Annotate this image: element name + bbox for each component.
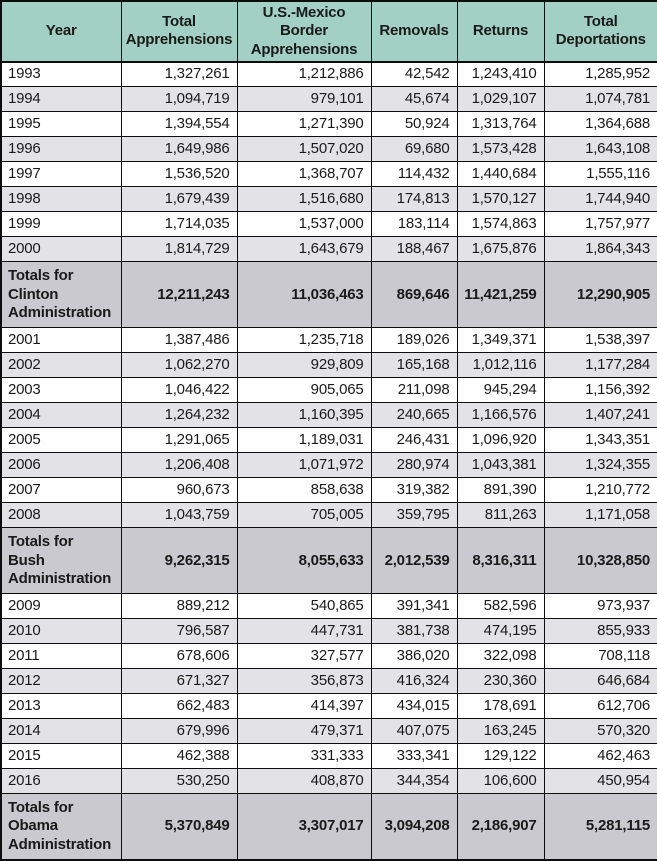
value-cell: 1,210,772 (544, 478, 657, 503)
year-cell-2015: 2015 (1, 744, 121, 769)
value-cell: 50,924 (371, 112, 457, 137)
value-cell: 1,643,108 (544, 137, 657, 162)
value-cell: 1,349,371 (457, 328, 544, 353)
value-cell: 646,684 (544, 669, 657, 694)
value-cell: 1,387,486 (121, 328, 237, 353)
year-row-2011 (1, 644, 657, 669)
value-cell: 945,294 (457, 378, 544, 403)
header-row (1, 1, 657, 62)
value-cell: 891,390 (457, 478, 544, 503)
value-cell: 1,570,127 (457, 187, 544, 212)
year-row-2015 (1, 744, 657, 769)
value-cell: 1,160,395 (237, 403, 371, 428)
value-cell: 106,600 (457, 769, 544, 794)
value-cell: 344,354 (371, 769, 457, 794)
totals-row-obama (1, 794, 657, 860)
value-cell: 1,264,232 (121, 403, 237, 428)
totals-label-obama: Totals for Obama Administration (1, 794, 121, 860)
value-cell: 1,206,408 (121, 453, 237, 478)
year-cell-2014: 2014 (1, 719, 121, 744)
value-cell: 386,020 (371, 644, 457, 669)
table-head (1, 1, 657, 62)
year-row-2014 (1, 719, 657, 744)
value-cell: 1,394,554 (121, 112, 237, 137)
value-cell: 858,638 (237, 478, 371, 503)
value-cell: 1,440,684 (457, 162, 544, 187)
value-cell: 183,114 (371, 212, 457, 237)
value-cell: 479,371 (237, 719, 371, 744)
value-cell: 979,101 (237, 87, 371, 112)
year-cell-2013: 2013 (1, 694, 121, 719)
value-cell: 1,029,107 (457, 87, 544, 112)
value-cell: 1,177,284 (544, 353, 657, 378)
value-cell: 69,680 (371, 137, 457, 162)
totals-value-cell: 11,421,259 (457, 262, 544, 328)
year-row-2001 (1, 328, 657, 353)
totals-value-cell: 5,281,115 (544, 794, 657, 860)
value-cell: 1,243,410 (457, 62, 544, 87)
value-cell: 1,679,439 (121, 187, 237, 212)
value-cell: 1,327,261 (121, 62, 237, 87)
value-cell: 230,360 (457, 669, 544, 694)
year-row-1999 (1, 212, 657, 237)
value-cell: 45,674 (371, 87, 457, 112)
year-cell-2011: 2011 (1, 644, 121, 669)
year-cell-2008: 2008 (1, 503, 121, 528)
value-cell: 1,212,886 (237, 62, 371, 87)
value-cell: 1,555,116 (544, 162, 657, 187)
value-cell: 1,757,977 (544, 212, 657, 237)
column-header-u-s-mexico-border-apprehensions: U.S.-Mexico Border Apprehensions (237, 1, 371, 62)
totals-value-cell: 2,012,539 (371, 528, 457, 594)
year-cell-1997: 1997 (1, 162, 121, 187)
totals-value-cell: 2,186,907 (457, 794, 544, 860)
year-cell-2003: 2003 (1, 378, 121, 403)
value-cell: 1,046,422 (121, 378, 237, 403)
year-row-2006 (1, 453, 657, 478)
value-cell: 1,235,718 (237, 328, 371, 353)
value-cell: 333,341 (371, 744, 457, 769)
totals-value-cell: 8,316,311 (457, 528, 544, 594)
column-header-removals: Removals (371, 1, 457, 62)
year-cell-2004: 2004 (1, 403, 121, 428)
value-cell: 1,507,020 (237, 137, 371, 162)
value-cell: 1,864,343 (544, 237, 657, 262)
value-cell: 462,388 (121, 744, 237, 769)
value-cell: 1,062,270 (121, 353, 237, 378)
value-cell: 381,738 (371, 619, 457, 644)
year-row-1997 (1, 162, 657, 187)
value-cell: 1,285,952 (544, 62, 657, 87)
value-cell: 1,744,940 (544, 187, 657, 212)
value-cell: 1,171,058 (544, 503, 657, 528)
year-row-2005 (1, 428, 657, 453)
value-cell: 240,665 (371, 403, 457, 428)
year-row-2004 (1, 403, 657, 428)
value-cell: 905,065 (237, 378, 371, 403)
year-cell-2009: 2009 (1, 594, 121, 619)
value-cell: 1,407,241 (544, 403, 657, 428)
value-cell: 530,250 (121, 769, 237, 794)
value-cell: 474,195 (457, 619, 544, 644)
year-row-1994 (1, 87, 657, 112)
year-row-2013 (1, 694, 657, 719)
totals-value-cell: 11,036,463 (237, 262, 371, 328)
year-cell-1993: 1993 (1, 62, 121, 87)
year-row-2002 (1, 353, 657, 378)
year-cell-2002: 2002 (1, 353, 121, 378)
value-cell: 331,333 (237, 744, 371, 769)
value-cell: 855,933 (544, 619, 657, 644)
totals-label-bush: Totals for Bush Administration (1, 528, 121, 594)
value-cell: 408,870 (237, 769, 371, 794)
year-cell-2016: 2016 (1, 769, 121, 794)
value-cell: 450,954 (544, 769, 657, 794)
value-cell: 114,432 (371, 162, 457, 187)
totals-row-clinton (1, 262, 657, 328)
column-header-total-apprehensions: Total Apprehensions (121, 1, 237, 62)
totals-label-clinton: Totals for Clinton Administration (1, 262, 121, 328)
value-cell: 1,313,764 (457, 112, 544, 137)
value-cell: 1,714,035 (121, 212, 237, 237)
totals-value-cell: 12,290,905 (544, 262, 657, 328)
value-cell: 1,096,920 (457, 428, 544, 453)
value-cell: 1,166,576 (457, 403, 544, 428)
value-cell: 1,364,688 (544, 112, 657, 137)
value-cell: 1,043,381 (457, 453, 544, 478)
year-row-1995 (1, 112, 657, 137)
year-cell-1994: 1994 (1, 87, 121, 112)
year-row-2016 (1, 769, 657, 794)
value-cell: 188,467 (371, 237, 457, 262)
value-cell: 447,731 (237, 619, 371, 644)
value-cell: 211,098 (371, 378, 457, 403)
table-body (1, 62, 657, 860)
value-cell: 1,649,986 (121, 137, 237, 162)
year-row-2009 (1, 594, 657, 619)
value-cell: 540,865 (237, 594, 371, 619)
year-row-2003 (1, 378, 657, 403)
year-cell-1999: 1999 (1, 212, 121, 237)
value-cell: 356,873 (237, 669, 371, 694)
value-cell: 1,074,781 (544, 87, 657, 112)
value-cell: 163,245 (457, 719, 544, 744)
value-cell: 612,706 (544, 694, 657, 719)
value-cell: 973,937 (544, 594, 657, 619)
year-row-1998 (1, 187, 657, 212)
value-cell: 462,463 (544, 744, 657, 769)
value-cell: 246,431 (371, 428, 457, 453)
value-cell: 322,098 (457, 644, 544, 669)
column-header-year: Year (1, 1, 121, 62)
value-cell: 1,814,729 (121, 237, 237, 262)
value-cell: 1,516,680 (237, 187, 371, 212)
value-cell: 1,012,116 (457, 353, 544, 378)
value-cell: 1,643,679 (237, 237, 371, 262)
value-cell: 407,075 (371, 719, 457, 744)
column-header-returns: Returns (457, 1, 544, 62)
year-row-2007 (1, 478, 657, 503)
year-row-1996 (1, 137, 657, 162)
year-cell-2001: 2001 (1, 328, 121, 353)
totals-value-cell: 12,211,243 (121, 262, 237, 328)
value-cell: 705,005 (237, 503, 371, 528)
value-cell: 327,577 (237, 644, 371, 669)
value-cell: 1,537,000 (237, 212, 371, 237)
year-row-2008 (1, 503, 657, 528)
year-cell-2000: 2000 (1, 237, 121, 262)
value-cell: 811,263 (457, 503, 544, 528)
value-cell: 1,573,428 (457, 137, 544, 162)
value-cell: 1,271,390 (237, 112, 371, 137)
value-cell: 796,587 (121, 619, 237, 644)
totals-value-cell: 5,370,849 (121, 794, 237, 860)
value-cell: 678,606 (121, 644, 237, 669)
value-cell: 1,189,031 (237, 428, 371, 453)
totals-value-cell: 3,307,017 (237, 794, 371, 860)
year-cell-1996: 1996 (1, 137, 121, 162)
value-cell: 1,043,759 (121, 503, 237, 528)
value-cell: 42,542 (371, 62, 457, 87)
value-cell: 960,673 (121, 478, 237, 503)
value-cell: 174,813 (371, 187, 457, 212)
value-cell: 319,382 (371, 478, 457, 503)
year-cell-1998: 1998 (1, 187, 121, 212)
year-row-2000 (1, 237, 657, 262)
value-cell: 129,122 (457, 744, 544, 769)
value-cell: 359,795 (371, 503, 457, 528)
value-cell: 416,324 (371, 669, 457, 694)
value-cell: 165,168 (371, 353, 457, 378)
year-row-1993 (1, 62, 657, 87)
value-cell: 1,291,065 (121, 428, 237, 453)
totals-value-cell: 8,055,633 (237, 528, 371, 594)
totals-row-bush (1, 528, 657, 594)
value-cell: 178,691 (457, 694, 544, 719)
value-cell: 662,483 (121, 694, 237, 719)
column-header-total-deportations: Total Deportations (544, 1, 657, 62)
totals-value-cell: 3,094,208 (371, 794, 457, 860)
value-cell: 280,974 (371, 453, 457, 478)
value-cell: 570,320 (544, 719, 657, 744)
year-cell-1995: 1995 (1, 112, 121, 137)
value-cell: 1,574,863 (457, 212, 544, 237)
value-cell: 1,343,351 (544, 428, 657, 453)
value-cell: 1,071,972 (237, 453, 371, 478)
value-cell: 929,809 (237, 353, 371, 378)
value-cell: 1,156,392 (544, 378, 657, 403)
value-cell: 1,094,719 (121, 87, 237, 112)
value-cell: 1,538,397 (544, 328, 657, 353)
value-cell: 708,118 (544, 644, 657, 669)
value-cell: 391,341 (371, 594, 457, 619)
totals-value-cell: 9,262,315 (121, 528, 237, 594)
year-row-2010 (1, 619, 657, 644)
value-cell: 1,368,707 (237, 162, 371, 187)
value-cell: 582,596 (457, 594, 544, 619)
value-cell: 434,015 (371, 694, 457, 719)
value-cell: 1,675,876 (457, 237, 544, 262)
year-cell-2010: 2010 (1, 619, 121, 644)
totals-value-cell: 10,328,850 (544, 528, 657, 594)
value-cell: 889,212 (121, 594, 237, 619)
year-row-2012 (1, 669, 657, 694)
year-cell-2006: 2006 (1, 453, 121, 478)
value-cell: 1,324,355 (544, 453, 657, 478)
value-cell: 1,536,520 (121, 162, 237, 187)
year-cell-2005: 2005 (1, 428, 121, 453)
value-cell: 671,327 (121, 669, 237, 694)
value-cell: 414,397 (237, 694, 371, 719)
value-cell: 189,026 (371, 328, 457, 353)
totals-value-cell: 869,646 (371, 262, 457, 328)
year-cell-2012: 2012 (1, 669, 121, 694)
year-cell-2007: 2007 (1, 478, 121, 503)
value-cell: 679,996 (121, 719, 237, 744)
